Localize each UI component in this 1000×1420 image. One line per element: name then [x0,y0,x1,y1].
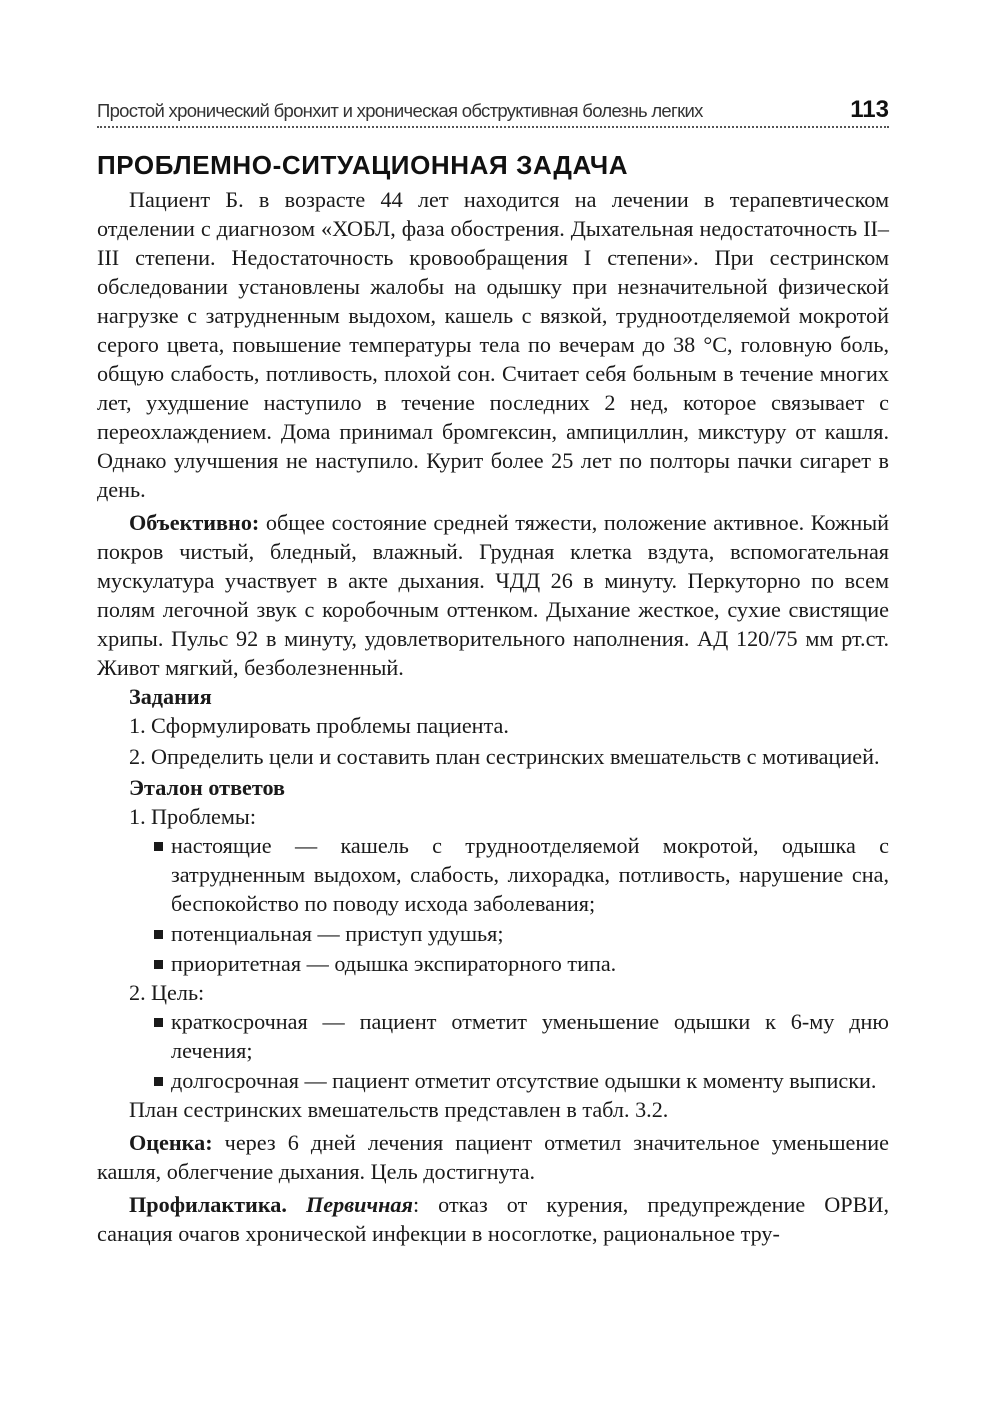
task-text: Сформулировать проблемы пациента. [151,713,509,738]
objective-label: Объективно: [129,510,260,535]
problem-bullet-text: потенциальная — приступ удушья; [171,921,504,946]
goal-item [129,978,889,1007]
problem-bullet [153,949,889,978]
task-number: 1. [129,713,146,738]
plan-note: План сестринских вмешательств представлен в табл. 3.2. [129,1097,669,1122]
problem-bullet-text: настоящие — кашель с трудноотделяемой мокротой, одышка с затрудненным выдохом, слабость, лихорадка, потливость, нарушение сна, беспокойство по поводу исхода заболевания; [171,833,889,916]
running-title: Простой хронический бронхит и хроническая обструктивная болезнь легких [97,100,703,121]
square-bullet-icon [153,1007,171,1065]
prevention-paragraph [97,1190,889,1248]
problem-bullet-text: приоритетная — одышка экспираторного типа. [171,951,617,976]
answers-heading: Эталон ответов [129,775,286,800]
problem-bullet [153,831,889,918]
problems-item [129,802,889,831]
square-bullet-icon [153,831,171,918]
task-number: 2. [129,744,146,769]
square-bullet-icon [153,1066,171,1095]
dotted-divider [97,126,889,128]
goal-bullet [153,1007,889,1065]
prevention-label: Профилактика. [129,1192,287,1217]
problems-label: Проблемы: [151,804,256,829]
evaluation-paragraph [97,1128,889,1186]
goal-number: 2. [129,980,146,1005]
goal-label: Цель: [151,980,205,1005]
square-bullet-icon [153,919,171,948]
section-heading: ПРОБЛЕМНО-СИТУАЦИОННАЯ ЗАДАЧА [97,150,629,180]
objective-text: общее состояние средней тяжести, положение активное. Кожный покров чистый, бледный, влажный. Грудная клетка вздута, вспомогательная мускулатура участвует в акте дыхания. ЧДД 26 в минуту. Перкуторно по всем полям легочной звук с коробочным оттенком. Дыхание жесткое, сухие свистящие хрипы. Пульс 92 в минуту, удовлетворительного наполнения. АД 120/75 мм рт.ст. Живот мягкий, безболезненный. [97,510,889,680]
objective-paragraph [97,508,889,682]
body-text [97,185,889,1248]
goal-bullet [153,1066,889,1095]
tasks-heading: Задания [129,684,212,709]
goal-bullet-text: долгосрочная — пациент отметит отсутствие одышки к моменту выписки. [171,1068,877,1093]
prevention-sublabel: Первичная [306,1192,413,1217]
task-text: Определить цели и составить план сестринских вмешательств с мотивацией. [151,744,880,769]
task-item [129,711,889,740]
evaluation-text: через 6 дней лечения пациент отметил значительное уменьшение кашля, облегчение дыхания. Цель достигнута. [97,1130,889,1184]
square-bullet-icon [153,949,171,978]
task-item [129,742,889,771]
evaluation-label: Оценка: [129,1130,213,1155]
page-number: 113 [850,96,889,123]
problems-number: 1. [129,804,146,829]
goal-bullet-text: краткосрочная — пациент отметит уменьшение одышки к 6-му дню лечения; [171,1009,889,1063]
case-paragraph: Пациент Б. в возрасте 44 лет находится на лечении в терапевтическом отделении с диагнозом «ХОБЛ, фаза обострения. Дыхательная недостаточность II–III степени. Недостаточность кровообращения I степени». При сестринском обследовании установлены жалобы на одышку при незначительной физической нагрузке с затрудненным выдохом, кашель с вязкой, трудноотделяемой мокротой серого цвета, повышение температуры тела по вечерам до 38 °С, головную боль, общую слабость, потливость, плохой сон. Считает себя больным в течение многих лет, ухудшение наступило в течение последних 2 нед, которое связывает с переохлаждением. Дома принимал бромгексин, ампициллин, микстуру от кашля. Однако улучшения не наступило. Курит более 25 лет по полторы пачки сигарет в день. [97,187,889,502]
prevention-text: : отказ от курения, предупреждение ОРВИ, санация очагов хронической инфекции в носоглотке, рациональное тру- [97,1192,889,1246]
problem-bullet [153,919,889,948]
